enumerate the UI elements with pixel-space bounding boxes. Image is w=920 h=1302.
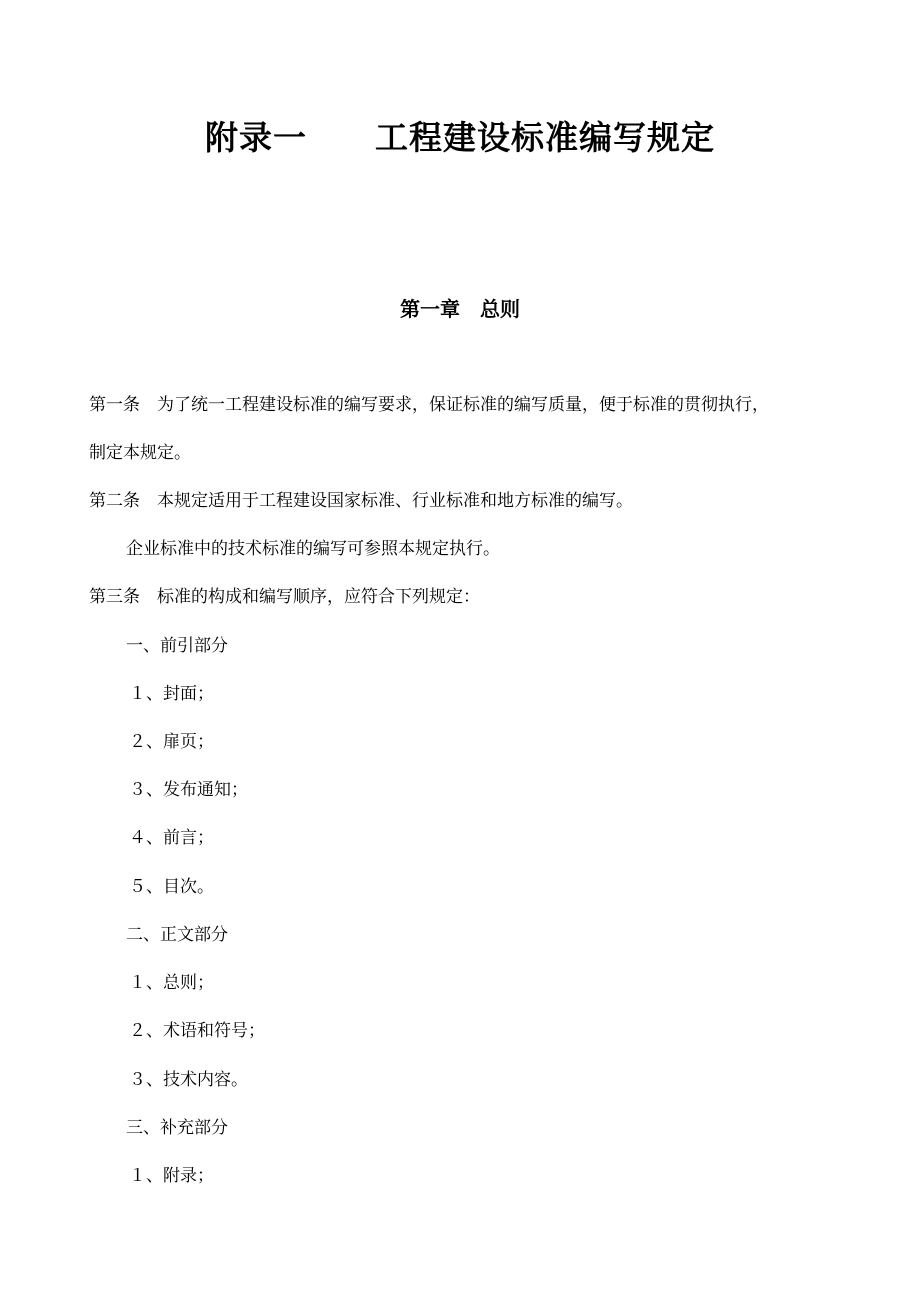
section-front-matter: 一、前引部分 (126, 636, 228, 656)
list-item: ５、目次。 (129, 877, 214, 897)
list-item: ３、技术内容。 (129, 1070, 248, 1090)
list-item: ３、发布通知； (129, 780, 248, 800)
document-title: 附录一 工程建设标准编写规定 (205, 118, 715, 157)
list-item: １、封面； (129, 684, 214, 704)
article-2: 第二条 本规定适用于工程建设国家标准、行业标准和地方标准的编写。 (89, 491, 633, 511)
list-item: ２、术语和符号； (129, 1021, 265, 1041)
chapter-title: 第一章 总则 (400, 297, 520, 321)
article-3: 第三条 标准的构成和编写顺序，应符合下列规定： (89, 587, 480, 607)
list-item: １、总则； (129, 973, 214, 993)
list-item: １、附录； (129, 1166, 214, 1186)
section-supplement: 三、补充部分 (126, 1118, 228, 1138)
section-main-body: 二、正文部分 (126, 925, 228, 945)
list-item: ２、扉页； (129, 732, 214, 752)
article-1-line-1: 第一条 为了统一工程建设标准的编写要求，保证标准的编写质量，便于标准的贯彻执行， (89, 395, 769, 415)
list-item: ４、前言； (129, 828, 214, 848)
article-1-line-2: 制定本规定。 (89, 443, 191, 463)
article-2-note: 企业标准中的技术标准的编写可参照本规定执行。 (126, 539, 500, 559)
